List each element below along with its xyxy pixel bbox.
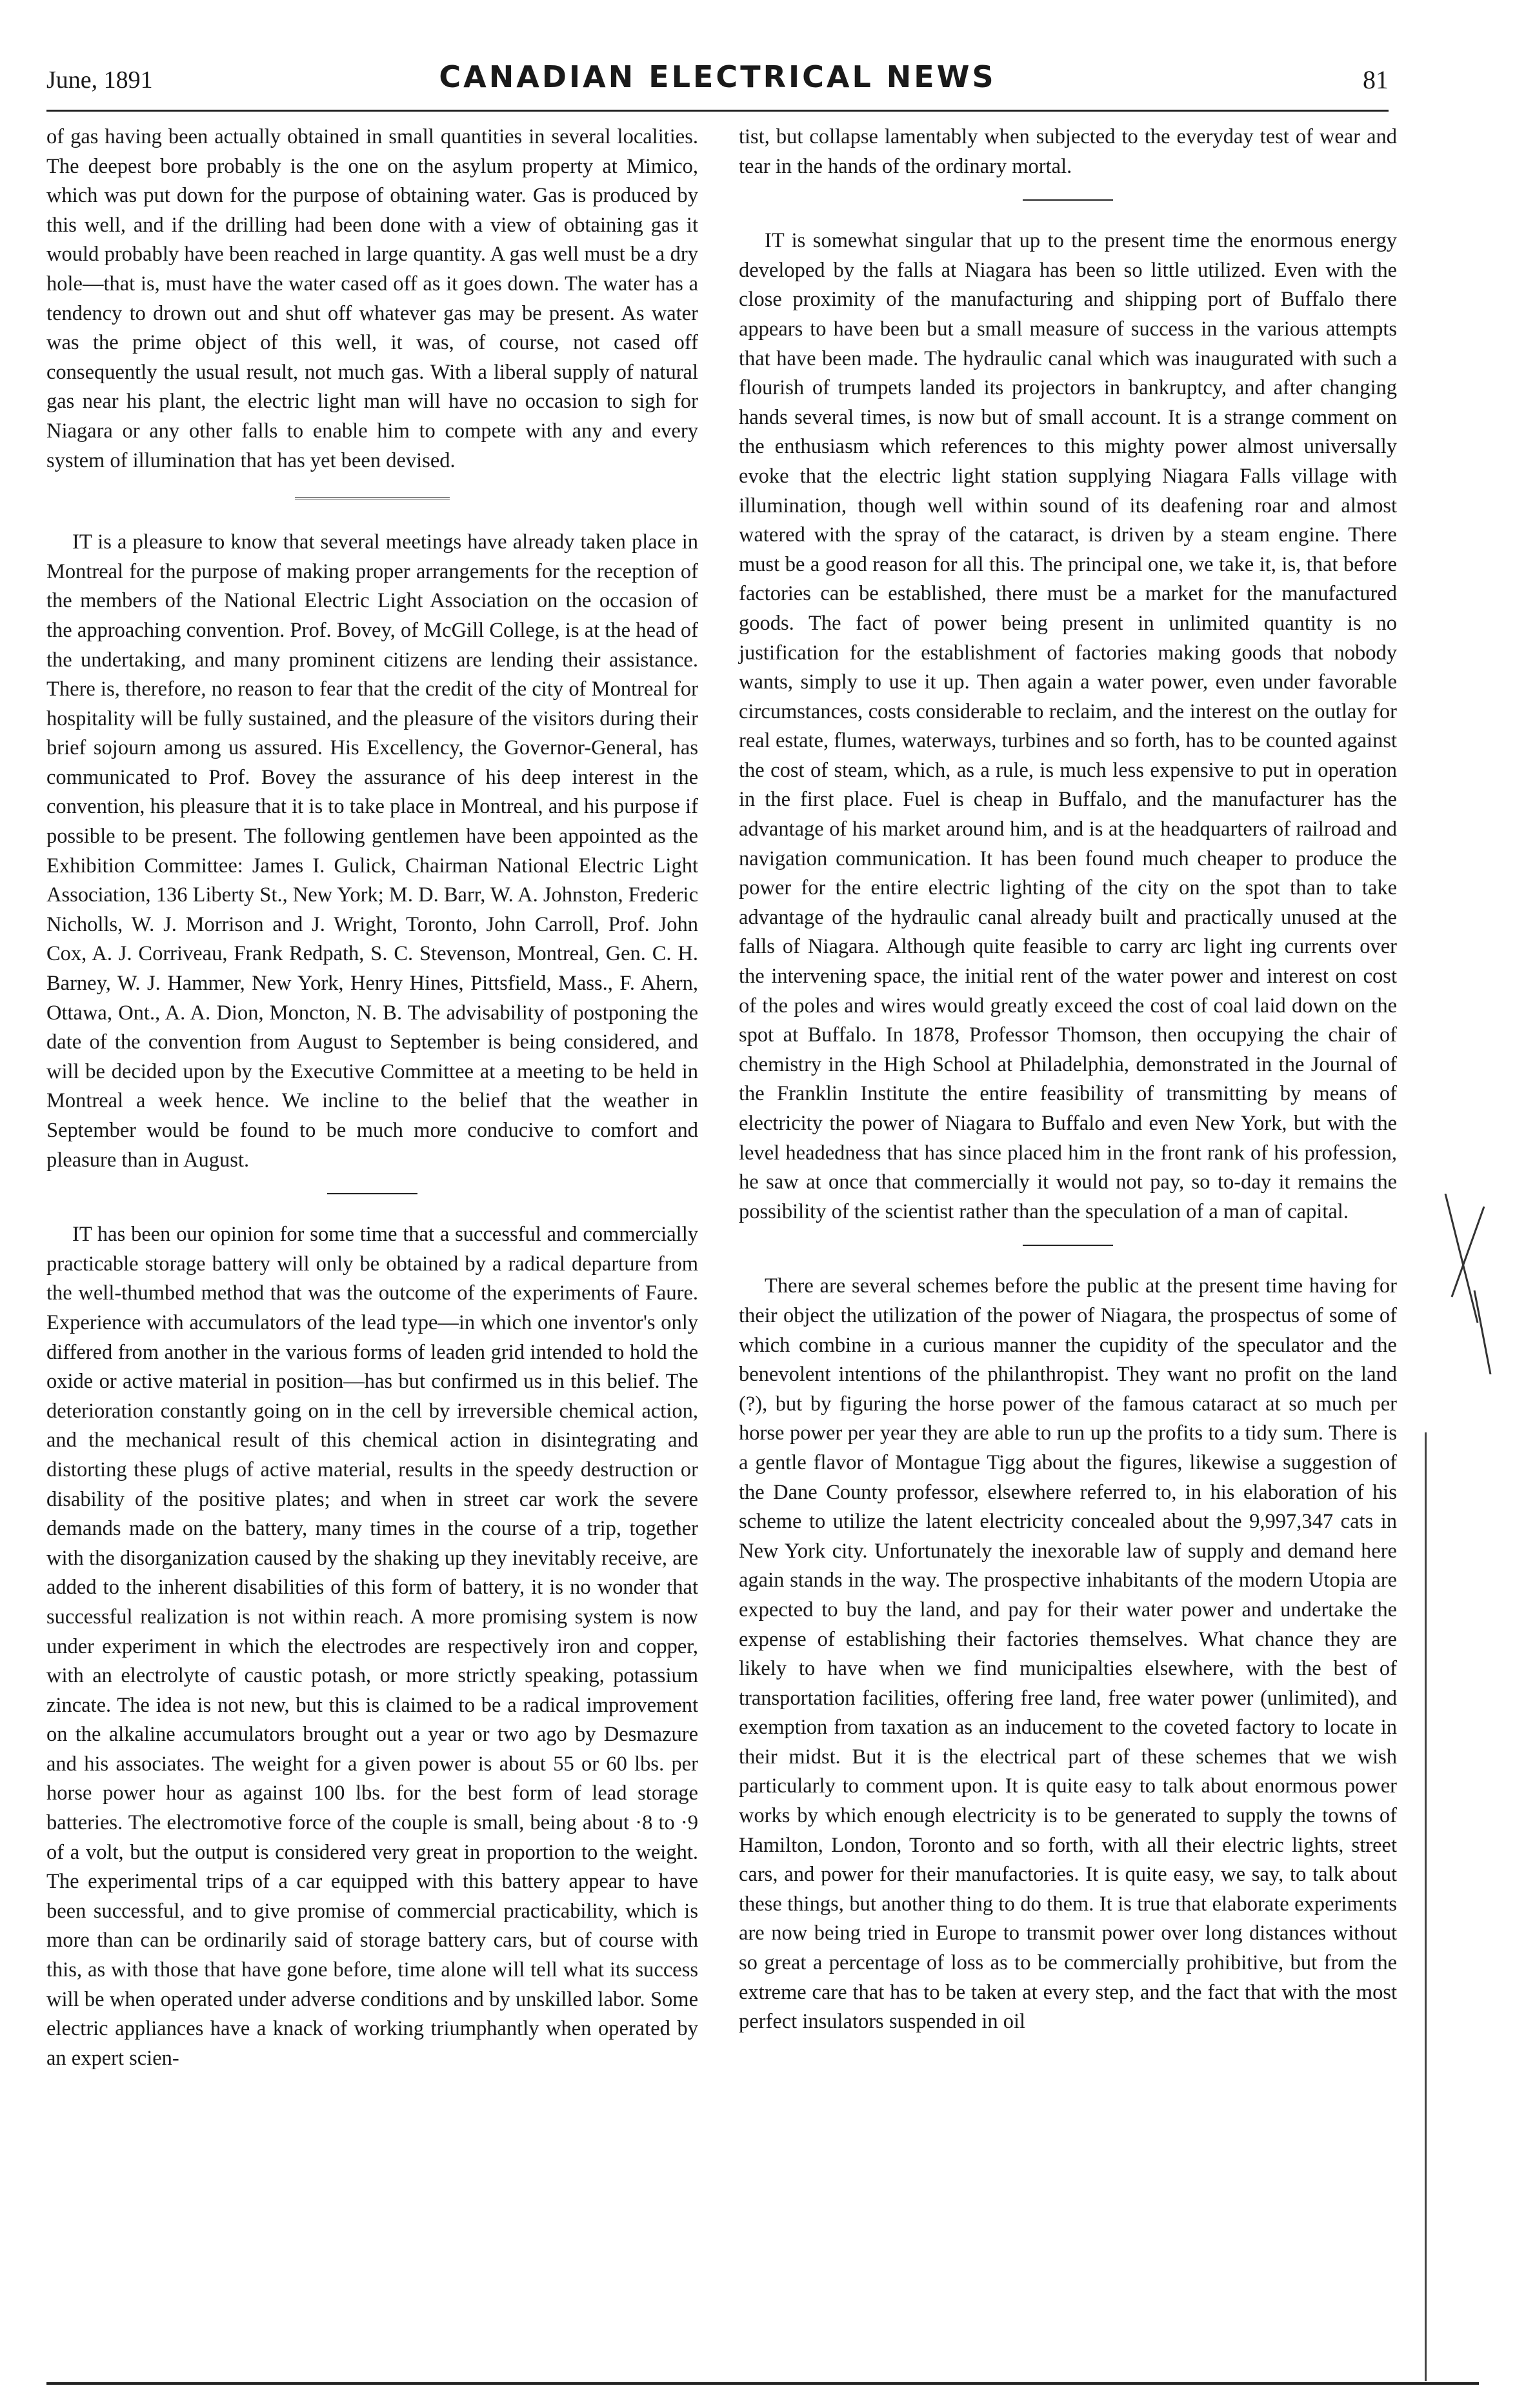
article-gas-well-continued: of gas having been actually obtained in small quantities in several localities. The deepest bore probably is the one on the asylum property at Mimico, which was put down for the purpose of obtaining water. Gas is produced by this well, and if the drilling had been done with a view of obtaining gas it would probably have been reached in large quantity. A gas well must be a dry hole—that is, must have the water cased off as it goes down. The water has a tendency to drown out and shut off whatever gas may be present. As water was the prime object of this well, it was, of course, not cased off consequently the usual result, not much gas. With a liberal supply of natural gas near his plant, the electric light man will have no occasion to sigh for Niagara or any other falls to enable him to compete with any and every system of illumination that has yet been devised. [46, 125, 698, 472]
issue-date: June, 1891 [46, 66, 153, 94]
section-divider [1023, 199, 1113, 201]
article-storage-battery: IT has been our opinion for some time that a successful and commercially practicable storage battery will only be obtained by a radical departure from the well-thumbed method that was the outcome of the experiments of Faure. Experience with accumulators of the lead type—in which one inventor's only differed from another in the various forms of leaden grid intended to hold the oxide or active material in position—has but confirmed us in this belief. The deterioration constantly going on in the cell by irreversible chemical action, and the mechanical result of this chemical action in disintegrating and distorting these plugs of active material, results in the speedy destruction or disability of the positive plates; and when in street car work the severe demands made on the battery, many times in the course of a trip, together with the disorganization caused by the shaking up they inevitably receive, are added to the inherent disabilities of this form of battery, it is no wonder that successful realization is not within reach. A more promising system is now under experiment in which the electrodes are respectively iron and copper, with an electrolyte of caustic potash, or more strictly speaking, potassium zincate. The idea is not new, but this is claimed to be a radical improvement on the alkaline accumulators brought out a year or two ago by Desmazure and his associates. The weight for a given power is about 55 or 60 lbs. per horse power hour as against 100 lbs. for the best form of lead storage batteries. The electromotive force of the couple is small, being about ·8 to ·9 of a volt, but the output is considered very great in proportion to the weight. The experimental trips of a car equipped with this battery appear to have been successful, and to give promise of commercial practicability, which is more than can be ordinarily said of storage battery cars, but of course with this, as with those that have gone before, time alone will tell what its success will be when operated under adverse conditions and by unskilled labor. Some electric appliances have a knack of working triumphantly when operated by an expert scien- [46, 1223, 698, 2070]
section-divider [1023, 1245, 1113, 1246]
right-column [739, 123, 1397, 2037]
bottom-rule [46, 2382, 1479, 2385]
header-rule [46, 110, 1389, 112]
margin-vertical-line [1425, 1432, 1427, 2381]
page-header [46, 59, 1389, 105]
article-montreal-convention: IT is a pleasure to know that several meetings have already taken place in Montreal for the purpose of making proper arrangements for the reception of the members of the National Electric Light Association on the occasion of the approaching convention. Prof. Bovey, of McGill College, is at the head of the undertaking, and many prominent citizens are lending their assistance. There is, therefore, no reason to fear that the credit of the city of Montreal for hospitality will be fully sustained, and the pleasure of the visitors during their brief sojourn among us assured. His Excellency, the Governor-General, has communicated to Prof. Bovey the assurance of his deep interest in the convention, his pleasure that it is to take place in Montreal, and his purpose if possible to be present. The following gentlemen have been appointed as the Exhibition Committee: James I. Gulick, Chairman National Electric Light Association, 136 Liberty St., New York; M. D. Barr, W. A. Johnston, Frederic Nicholls, W. J. Morrison and J. Wright, Toronto, John Carroll, Prof. John Cox, A. J. Corriveau, Frank Redpath, S. C. Stevenson, Montreal, Gen. C. H. Barney, W. J. Hammer, New York, Henry Hines, Pittsfield, Mass., F. Ahern, Ottawa, Ont., A. A. Dion, Moncton, N. B. The advisability of postponing the date of the convention from August to September is being considered, and will be decided upon by the Executive Committee at a meeting to be held in Montreal a week hence. We incline to the belief that the weather in September would be found to be much more conducive to comfort and pleasure than in August. [46, 530, 698, 1172]
masthead-title: CANADIAN ELECTRICAL NEWS [439, 59, 996, 94]
article-storage-battery-continued: tist, but collapse lamentably when subjected to the everyday test of wear and tear in the hands of the ordinary mortal. [739, 125, 1397, 178]
page-number: 81 [1363, 65, 1389, 94]
section-divider [295, 497, 450, 502]
section-divider [327, 1193, 417, 1194]
article-niagara-schemes: There are several schemes before the public at the present time having for their object the utilization of the power of Niagara, the prospectus of some of which combine in a curious manner the cupidity of the speculator and the benevolent intentions of the philanthropist. They want no profit on the land (?), but by figuring the horse power of the famous cataract at so much per horse power per year they are able to run up the profits to a tidy sum. There is a gentle flavor of Montague Tigg about the figures, likewise a suggestion of the Dane County professor, elsewhere referred to, in his elaboration of his scheme to utilize the latent electricity concealed about the 9,997,347 cats in New York city. Unfortunately the inexorable law of supply and demand here again stands in the way. The prospective inhabitants of the modern Utopia are expected to buy the land, and pay for their water power and undertake the expense of establishing their factories themselves. What chance they are likely to have when we find municipalties elsewhere, with the best of transportation facilities, offering free land, free water power (unlimited), and exemption from taxation as an inducement to the coveted factory to locate in their midst. But it is the electrical part of these schemes that we wish particularly to comment upon. It is quite easy to talk about enormous power works by which enough electricity is to be generated to supply the towns of Hamilton, London, Toronto and so forth, with all their electric lights, street cars, and power for their manufactories. It is quite easy, we say, to talk about these things, but another thing to do them. It is true that elaborate experiments are now being tried in Europe to transmit power over long distances without so great a percentage of loss as to be commercially prohibitive, but from the extreme care that has to be taken at every step, and the fact that with the most perfect insulators suspended in oil [739, 1274, 1397, 2034]
margin-pencil-mark [1439, 1194, 1497, 1374]
left-column [46, 123, 698, 2073]
article-niagara-power: IT is somewhat singular that up to the present time the enormous energy developed by the falls at Niagara has been so little utilized. Even with the close proximity of the manufacturing and shipping port of Buffalo there appears to have been but a small measure of success in the various attempts that have been made. The hydraulic canal which was inaugurated with such a flourish of trumpets landed its projectors in bankruptcy, and after changing hands several times, is now but of small account. It is a strange comment on the enthusiasm which references to this mighty power almost universally evoke that the electric light station supplying Niagara Falls village with illumination, though well within sound of its deafening roar and almost watered with the spray of the cataract, is driven by a steam engine. There must be a good reason for all this. The principal one, we take it, is, that before factories can be established, there must be a market for the manufactured goods. The fact of power being present in unlimited quantity is no justification for the establishment of factories making goods that nobody wants, simply to use it up. Then again a water power, even under favorable circumstances, costs considerable to reclaim, and the interest on the outlay for real estate, flumes, waterways, turbines and so forth, has to be counted against the cost of steam, which, as a rule, is much less expensive to put in operation in the first place. Fuel is cheap in Buffalo, and the manufacturer has the advantage of his market around him, and is at the headquarters of railroad and navigation communication. It has been found much cheaper to produce the power for the entire electric lighting of the city on the spot than to take advantage of the hydraulic canal already built and practically unused at the falls of Niagara. Although quite feasible to carry arc light ing currents over the intervening space, the initial rent of the water power and interest on cost of the poles and wires would greatly exceed the cost of coal laid down on the spot at Buffalo. In 1878, Professor Thomson, then occupying the chair of chemistry in the High School at Philadelphia, demonstrated in the Journal of the Franklin Institute the entire feasibility of transmitting by means of electricity the power of Niagara to Buffalo and even New York, but with the level headedness that has since placed him in the front rank of his profession, he saw at once that commercially it would not pay, so to-day it remains the possibility of the scientist rather than the speculation of a man of capital. [739, 229, 1397, 1223]
